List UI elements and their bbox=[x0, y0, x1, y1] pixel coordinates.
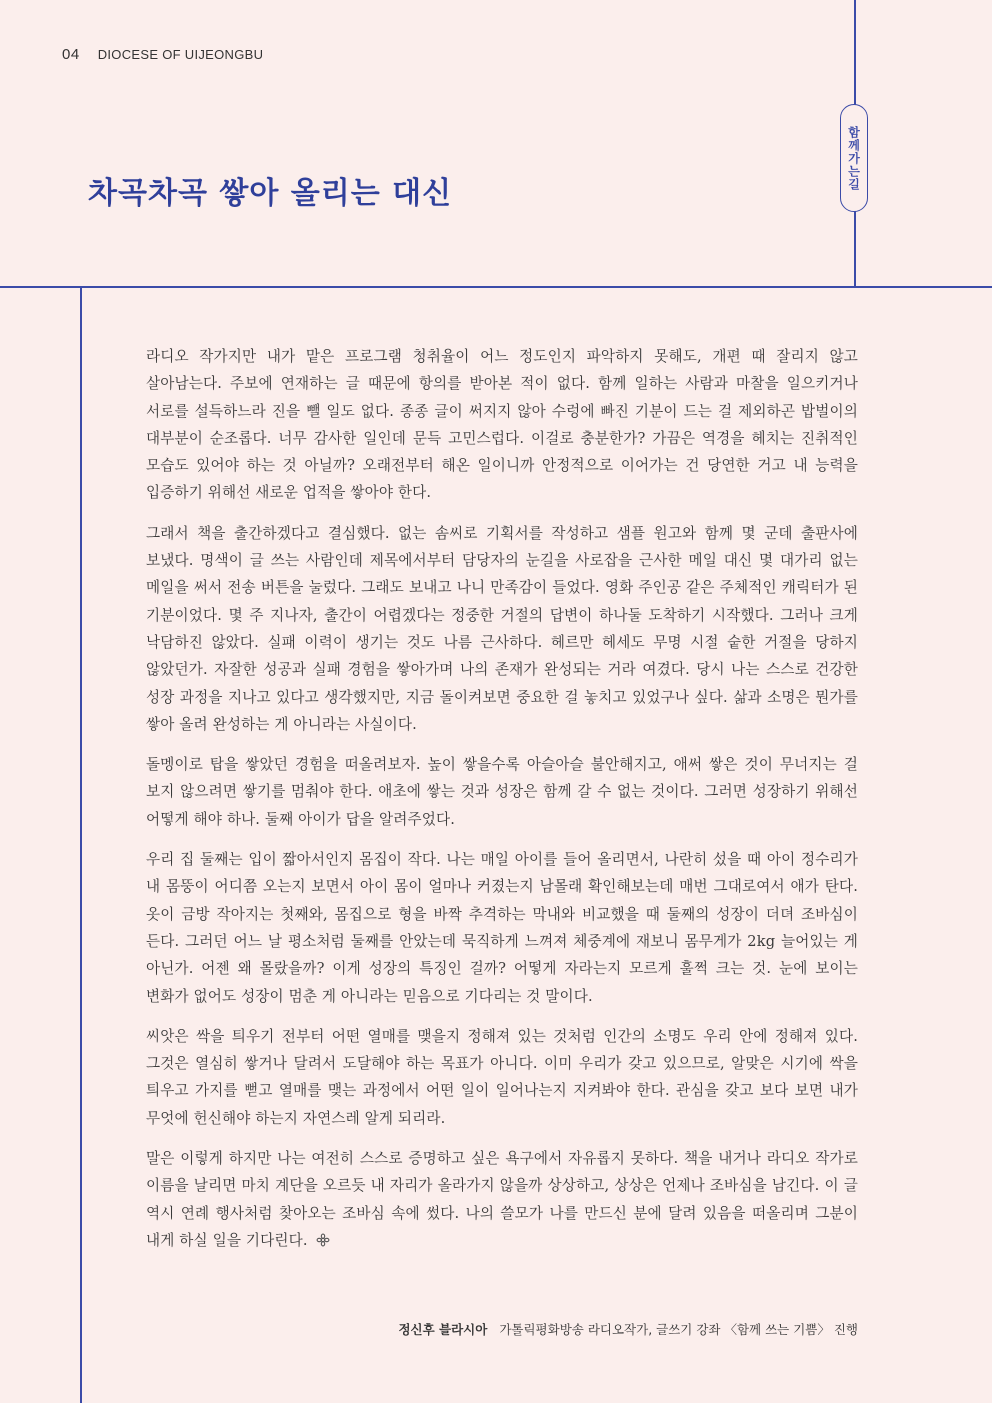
author-description: 가톨릭평화방송 라디오작가, 글쓰기 강좌 〈함께 쓰는 기쁨〉 진행 bbox=[499, 1322, 858, 1337]
paragraph: 그래서 책을 출간하겠다고 결심했다. 없는 솜씨로 기획서를 작성하고 샘플 원고와 함께 몇 군데 출판사에 보냈다. 명색이 글 쓰는 사람인데 제목에서부터 담당자의 눈길을 사로잡을 근사한 메일 대신 몇 대가리 없는 메일을 써서 전송 버튼을 눌렀다. 그래도 보내고 나니 만족감이 들었다. 영화 주인공 같은 주체적인 캐릭터가 된 기분이었다. 몇 주 지나자, 출간이 어렵겠다는 정중한 거절의 답변이 하나둘 도착하기 시작했다. 그러나 크게 낙담하진 않았다. 실패 이력이 생기는 것도 나름 근사하다. 헤르만 헤세도 무명 시절 숱한 거절을 당하지 않았던가. 자잘한 성공과 실패 경험을 쌓아가며 나의 존재가 완성되는 거라 여겼다. 당시 나는 스스로 건강한 성장 과정을 지나고 있다고 생각했지만, 지금 돌이켜보면 중요한 걸 놓치고 있었구나 싶다. 삶과 소명은 뭔가를 쌓아 올려 완성하는 게 아니라는 사실이다. bbox=[146, 524, 858, 733]
flower-ornament-icon bbox=[316, 1233, 330, 1247]
section-tag-label: 함께가는길 bbox=[846, 125, 861, 191]
article-title: 차곡차곡 쌓아 올리는 대신 bbox=[88, 176, 453, 211]
paragraph: 씨앗은 싹을 틔우기 전부터 어떤 열매를 맺을지 정해져 있는 것처럼 인간의 소명도 우리 안에 정해져 있다. 그것은 열심히 쌓거나 달려서 도달해야 하는 목표가 아니다. 이미 우리가 갖고 있으므로, 알맞은 시기에 싹을 틔우고 가지를 뻗고 열매를 맺는 과정에서 어떤 일이 일어나는지 지켜봐야 한다. 관심을 갖고 보다 보면 내가 무엇에 헌신해야 하는지 자연스레 알게 되리라. bbox=[146, 1027, 858, 1127]
paragraph: 돌멩이로 탑을 쌓았던 경험을 떠올려보자. 높이 쌓을수록 아슬아슬 불안해지고, 애써 쌓은 것이 무너지는 걸 보지 않으려면 쌓기를 멈춰야 한다. 애초에 쌓는 것과 성장은 함께 갈 수 없는 것이다. 그러면 성장하기 위해선 어떻게 해야 하나. 둘째 아이가 답을 알려주었다. bbox=[146, 756, 858, 828]
section-tag bbox=[840, 104, 868, 212]
page-number: 04 bbox=[62, 46, 80, 63]
publication-name: DIOCESE OF UIJEONGBU bbox=[97, 47, 264, 62]
paragraph-last-text: 말은 이렇게 하지만 나는 여전히 스스로 증명하고 싶은 욕구에서 자유롭지 못하다. 책을 내거나 라디오 작가로 이름을 날리면 마치 계단을 오르듯 내 자리가 올라가지 않을까 상상하고, 상상은 언제나 조바심을 남긴다. 이 글 역시 연례 행사처럼 찾아오는 조바심 속에 썼다. 나의 쓸모가 나를 만드신 분에 달려 있음을 떠올리며 그분이 내게 하실 일을 기다린다. bbox=[146, 1150, 858, 1249]
paragraph: 우리 집 둘째는 입이 짧아서인지 몸집이 작다. 나는 매일 아이를 들어 올리면서, 나란히 섰을 때 아이 정수리가 내 몸뚱이 어디쯤 오는지 보면서 아이 몸이 얼마나 커졌는지 남몰래 확인해보는데 매번 그대로여서 애가 탄다. 옷이 금방 작아지는 첫째와, 몸집으로 형을 바짝 추격하는 막내와 비교했을 때 둘째의 성장이 더뎌 조바심이 든다. 그러던 어느 날 평소처럼 둘째를 안았는데 묵직하게 느껴져 체중계에 재보니 몸무게가 2kg 늘어있는 게 아닌가. 어젠 왜 몰랐을까? 이게 성장의 특징인 걸까? 어떻게 자라는지 모르게 훌쩍 크는 것. 눈에 보이는 변화가 없어도 성장이 멈춘 게 아니라는 믿음으로 기다리는 것 말이다. bbox=[146, 851, 858, 1005]
article-body bbox=[146, 343, 858, 1267]
author-name: 정신후 블라시아 bbox=[398, 1322, 488, 1337]
paragraph: 라디오 작가지만 내가 맡은 프로그램 청취율이 어느 정도인지 파악하지 못해도, 개편 때 잘리지 않고 살아남는다. 주보에 연재하는 글 때문에 항의를 받아본 적이 없다. 함께 일하는 사람과 마찰을 일으키거나 서로를 설득하느라 진을 뺄 일도 없다. 종종 글이 써지지 않아 수렁에 빠진 기분이 드는 걸 제외하곤 밥벌이의 대부분이 순조롭다. 너무 감사한 일인데 문득 고민스럽다. 이걸로 충분한가? 가끔은 역경을 헤치는 진취적인 모습도 있어야 하는 것 아닐까? 오래전부터 해온 일이니까 안정적으로 이어가는 건 당연한 거고 내 능력을 입증하기 위해선 새로운 업적을 쌓아야 한다. bbox=[146, 348, 858, 502]
left-margin-line bbox=[80, 286, 82, 1403]
paragraph-last bbox=[146, 1145, 858, 1254]
author-byline bbox=[398, 1320, 858, 1338]
page-header bbox=[62, 46, 263, 63]
header-divider-line bbox=[0, 286, 992, 288]
